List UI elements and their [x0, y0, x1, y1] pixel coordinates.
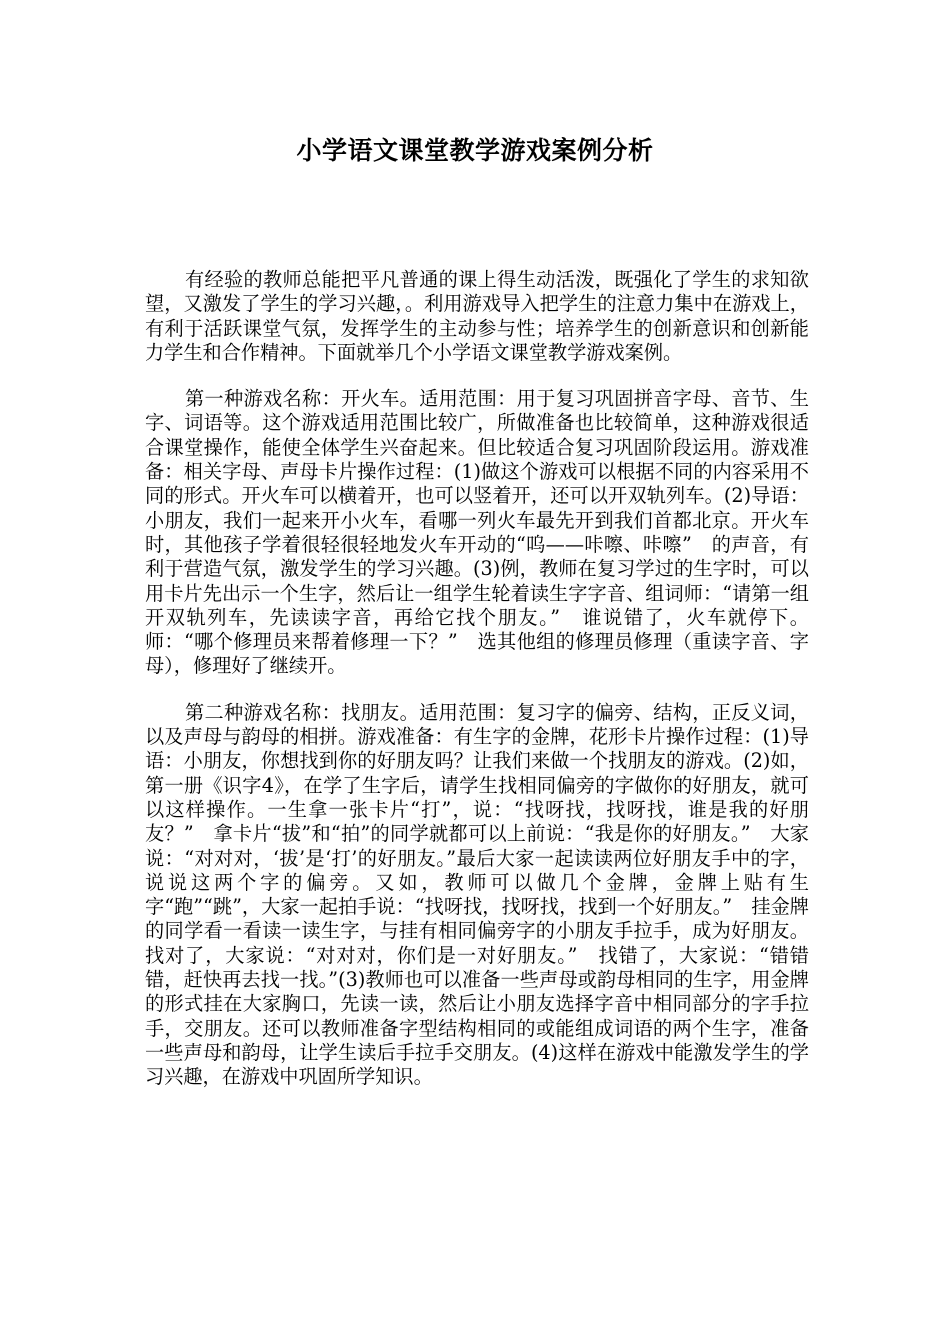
- document-title: 小学语文课堂教学游戏案例分析: [296, 136, 654, 165]
- game-one-paragraph: 第一种游戏名称：开火车。适用范围：用于复习巩固拼音字母、音节、生字、词语等。这个游戏适用范围比较广，所做准备也比较简单，这种游戏很适合课堂操作，能使全体学生兴奋起来。但比较适合复习巩固阶段运用。游戏准备：相关字母、声母卡片操作过程：(1)做这个游戏可以根据不同的内容采用不同的形式。开火车可以横着开，也可以竖着开，还可以开双轨列车。(2)导语：小朋友，我们一起来开小火车，看哪一列火车最先开到我们首都北京。开火车时，其他孩子学着很轻很轻地发火车开动的“呜——咔嚓、咔嚓” 的声音，有利于营造气氛，激发学生的学习兴趣。(3)例，教师在复习学过的生字时，可以用卡片先出示一个生字，然后让一组学生轮着读生字字音、组词师：“请第一组开双轨列车，先读读字音，再给它找个朋友。” 谁说错了，火车就停下。师：“哪个修理员来帮着修理一下？” 选其他组的修理员修理（重读字音、字母），修理好了继续开。: [145, 387, 809, 678]
- game-two-paragraph: 第二种游戏名称：找朋友。适用范围：复习字的偏旁、结构，正反义词，以及声母与韵母的相拼。游戏准备：有生字的金牌，花形卡片操作过程：(1)导语：小朋友，你想找到你的好朋友吗？让我们来做一个找朋友的游戏。(2)如，第一册《识字4》，在学了生字后，请学生找相同偏旁的字做你的好朋友，就可以这样操作。一生拿一张卡片“打”，说：“找呀找，找呀找，谁是我的好朋友？” 拿卡片“拔”和“拍”的同学就都可以上前说：“我是你的好朋友。” 大家说：“对对对，‘拔’是‘打’的好朋友。”最后大家一起读读两位好朋友手中的字，说说这两个字的偏旁。又如，教师可以做几个金牌，金牌上贴有生字“跑”“跳”，大家一起拍手说：“找呀找，找呀找，找到一个好朋友。” 挂金牌的同学看一看读一读生字，与挂有相同偏旁字的小朋友手拉手，成为好朋友。找对了，大家说：“对对对，你们是一对好朋友。” 找错了，大家说：“错错错，赶快再去找一找。”(3)教师也可以准备一些声母或韵母相同的生字，用金牌的形式挂在大家胸口，先读一读，然后让小朋友选择字音中相同部分的字手拉手，交朋友。还可以教师准备字型结构相同的或能组成词语的两个生字，准备一些声母和韵母，让学生读后手拉手交朋友。(4)这样在游戏中能激发学生的学习兴趣，在游戏中巩固所学知识。: [145, 700, 809, 1089]
- document-body: [145, 268, 809, 1112]
- intro-paragraph: 有经验的教师总能把平凡普通的课上得生动活泼，既强化了学生的求知欲望，又激发了学生的学习兴趣，。利用游戏导入把学生的注意力集中在游戏上，有利于活跃课堂气氛，发挥学生的主动参与性；培养学生的创新意识和创新能力学生和合作精神。下面就举几个小学语文课堂教学游戏案例。: [145, 268, 809, 364]
